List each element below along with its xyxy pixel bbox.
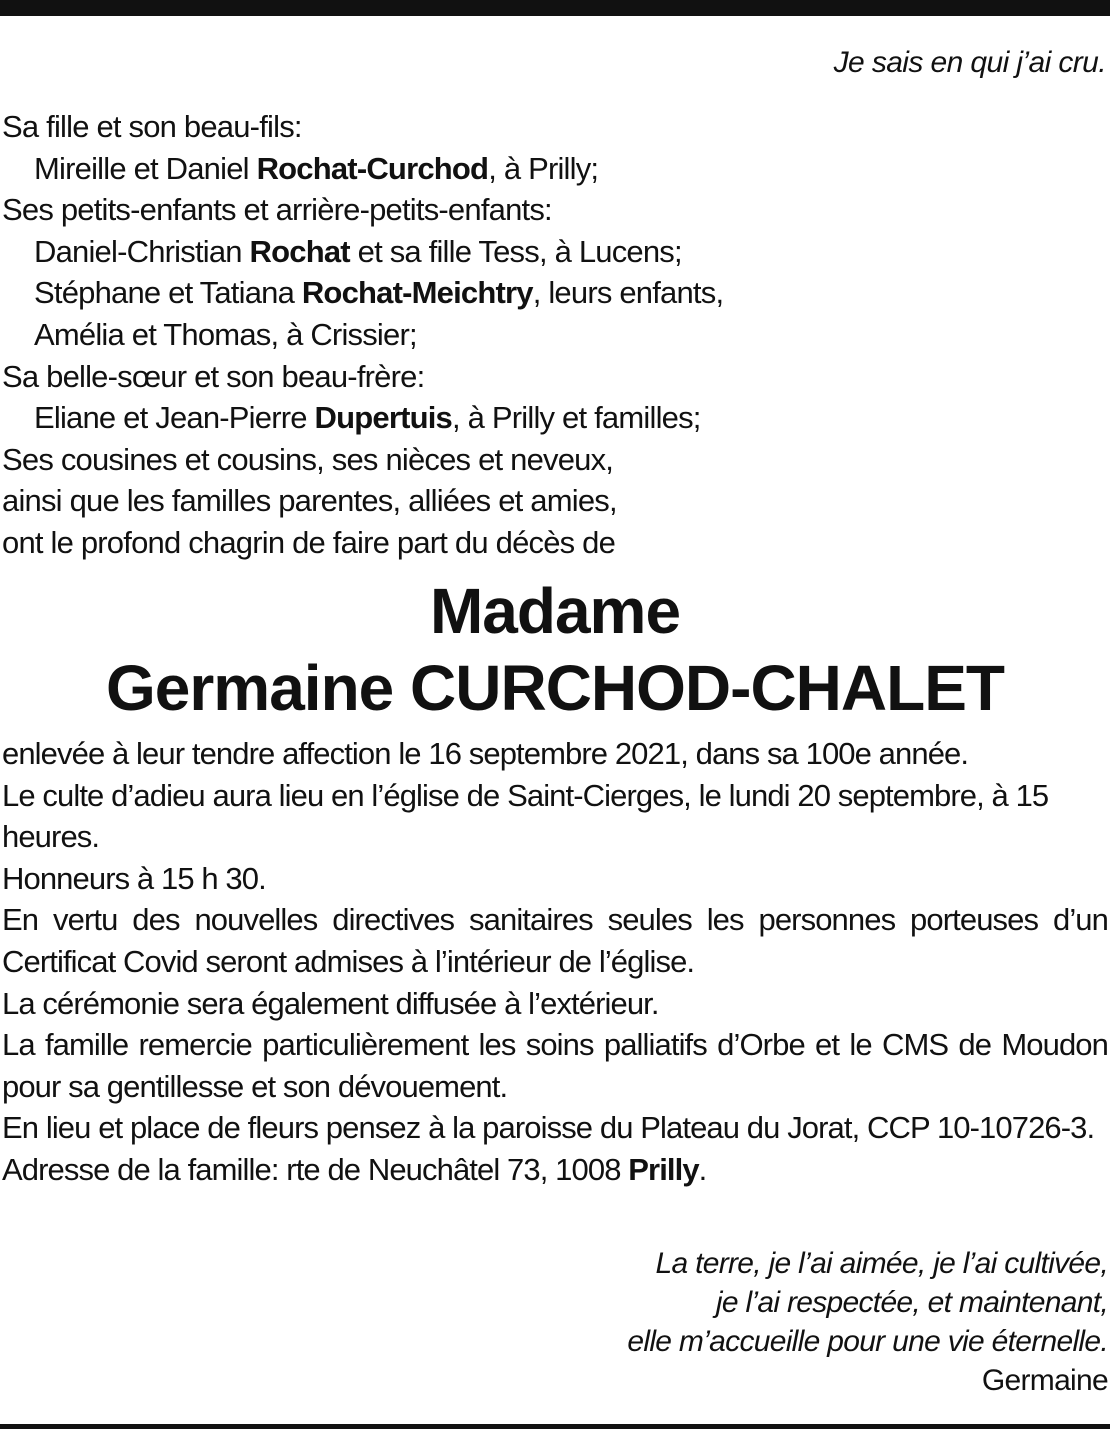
family-line: Amélia et Thomas, à Crissier; [34, 316, 417, 352]
family-line: Eliane et Jean-Pierre Dupertuis, à Prilly et familles; [34, 400, 701, 436]
notice-paragraph: La cérémonie sera également diffusée à l’extérieur. [2, 985, 659, 1021]
poem-signature: Germaine [981, 1364, 1108, 1397]
top-border-rule [0, 0, 1110, 16]
family-list [2, 106, 1102, 564]
family-line: Sa belle-sœur et son beau-frère: [2, 358, 425, 394]
family-surname: Dupertuis [314, 400, 452, 436]
family-surname: Rochat-Meichtry [301, 275, 533, 311]
notice-paragraph: Honneurs à 15 h 30. [2, 860, 266, 896]
motto-quote: Je sais en qui j’ai cru. [833, 46, 1106, 79]
bottom-border-rule [0, 1424, 1110, 1429]
notice-paragraph: La famille remercie particulièrement les soins palliatifs d’Orbe et le CMS de Moudon pour sa gentillesse et son dévouement. [2, 1027, 1108, 1104]
poem-line: je l’ai respectée, et maintenant, [715, 1286, 1108, 1319]
poem-line: elle m’accueille pour une vie éternelle. [627, 1325, 1108, 1358]
notice-paragraph: En lieu et place de fleurs pensez à la paroisse du Plateau du Jorat, CCP 10-10726-3. [2, 1110, 1095, 1146]
closing-poem [627, 1244, 1108, 1400]
family-line: ainsi que les familles parentes, alliées et amies, [2, 483, 617, 519]
notice-paragraph: enlevée à leur tendre affection le 16 septembre 2021, dans sa 100e année. [2, 736, 969, 771]
family-line: Ses petits-enfants et arrière-petits-enfants: [2, 192, 552, 228]
notice-body [2, 733, 1108, 1191]
deceased-name: Germaine CURCHOD-CHALET [106, 652, 1004, 724]
family-line: Stéphane et Tatiana Rochat-Meichtry, leurs enfants, [34, 275, 724, 311]
address-town: Prilly [628, 1151, 699, 1187]
deceased-title: Madame [429, 575, 681, 647]
family-line: Sa fille et son beau-fils: [2, 109, 302, 144]
notice-paragraph: En vertu des nouvelles directives sanitaires seules les personnes porteuses d’un Certificat Covid seront admises à l’intérieur de l’église. [2, 902, 1108, 979]
family-line: Ses cousines et cousins, ses nièces et neveux, [2, 441, 614, 477]
family-line: Mireille et Daniel Rochat-Curchod, à Prilly; [34, 150, 599, 186]
family-address: Adresse de la famille: rte de Neuchâtel 73, 1008 Prilly. [2, 1151, 707, 1187]
family-surname: Rochat [249, 233, 350, 269]
family-line: ont le profond chagrin de faire part du décès de [2, 524, 616, 560]
poem-line: La terre, je l’ai aimée, je l’ai cultivée, [655, 1247, 1108, 1280]
family-line: Daniel-Christian Rochat et sa fille Tess, à Lucens; [34, 233, 682, 269]
family-surname: Rochat-Curchod [256, 150, 489, 186]
notice-paragraph: Le culte d’adieu aura lieu en l’église de Saint-Cierges, le lundi 20 septembre, à 15 heures. [2, 777, 1049, 855]
